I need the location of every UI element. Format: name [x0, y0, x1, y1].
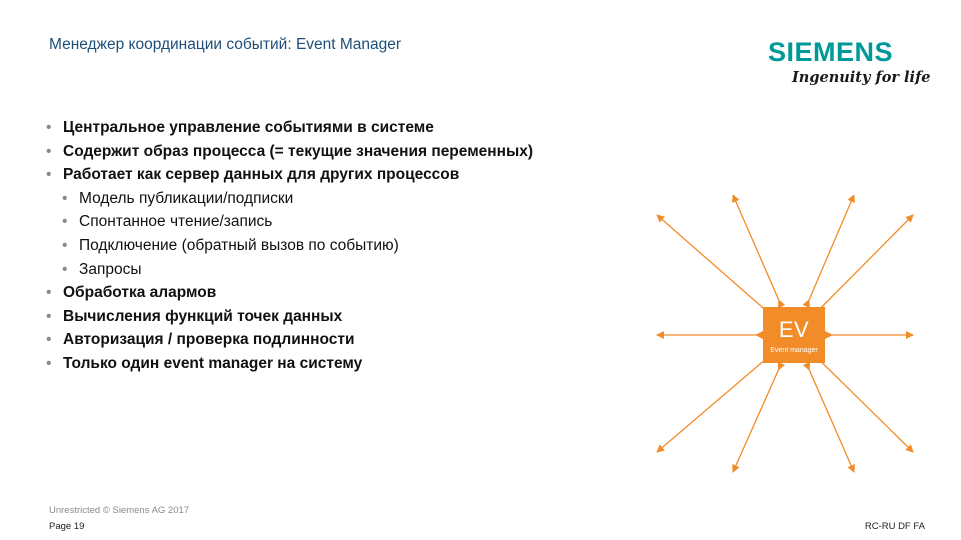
sub-bullet-item: • Запросы	[62, 260, 142, 278]
double-arrow	[821, 362, 913, 452]
bullet-item: • Содержит образ процесса (= текущие значения переменных)	[46, 142, 534, 160]
logo-tagline: Ingenuity for life	[792, 69, 931, 86]
bullet-item: • Авторизация / проверка подлинности	[46, 331, 355, 349]
double-arrow	[733, 195, 779, 300]
bullet-item: • Центральное управление событиями в системе	[46, 119, 434, 136]
sub-bullet-item: • Спонтанное чтение/запись	[62, 213, 273, 231]
bullet-item: • Вычисления функций точек данных	[46, 307, 343, 325]
bullet-item: • Только один event manager на систему	[46, 354, 363, 372]
sub-bullet-item: • Модель публикации/подписки	[62, 189, 294, 207]
footer-department: RC-RU DF FA	[864, 521, 925, 532]
bullet-list	[46, 116, 533, 376]
double-arrow	[821, 215, 913, 308]
double-arrow	[657, 360, 765, 452]
double-arrow	[657, 215, 765, 310]
double-arrow	[809, 370, 854, 472]
double-arrow	[809, 195, 854, 300]
slide-title: Менеджер координации событий: Event Manager	[49, 36, 402, 53]
double-arrow	[733, 370, 779, 472]
event-manager-box	[763, 307, 825, 363]
sub-bullet-item: • Подключение (обратный вызов по событию)	[62, 236, 399, 254]
ev-label: EV	[778, 317, 810, 342]
footer-classification: Unrestricted © Siemens AG 2017	[49, 505, 190, 516]
siemens-logo	[768, 37, 931, 93]
logo-wordmark: SIEMENS	[768, 37, 894, 67]
bullet-item: • Обработка алармов	[46, 284, 217, 302]
footer-page-number: Page 19	[49, 521, 85, 532]
ev-sublabel: Event manager	[770, 347, 818, 354]
bullet-item: • Работает как сервер данных для других процессов	[46, 166, 460, 184]
